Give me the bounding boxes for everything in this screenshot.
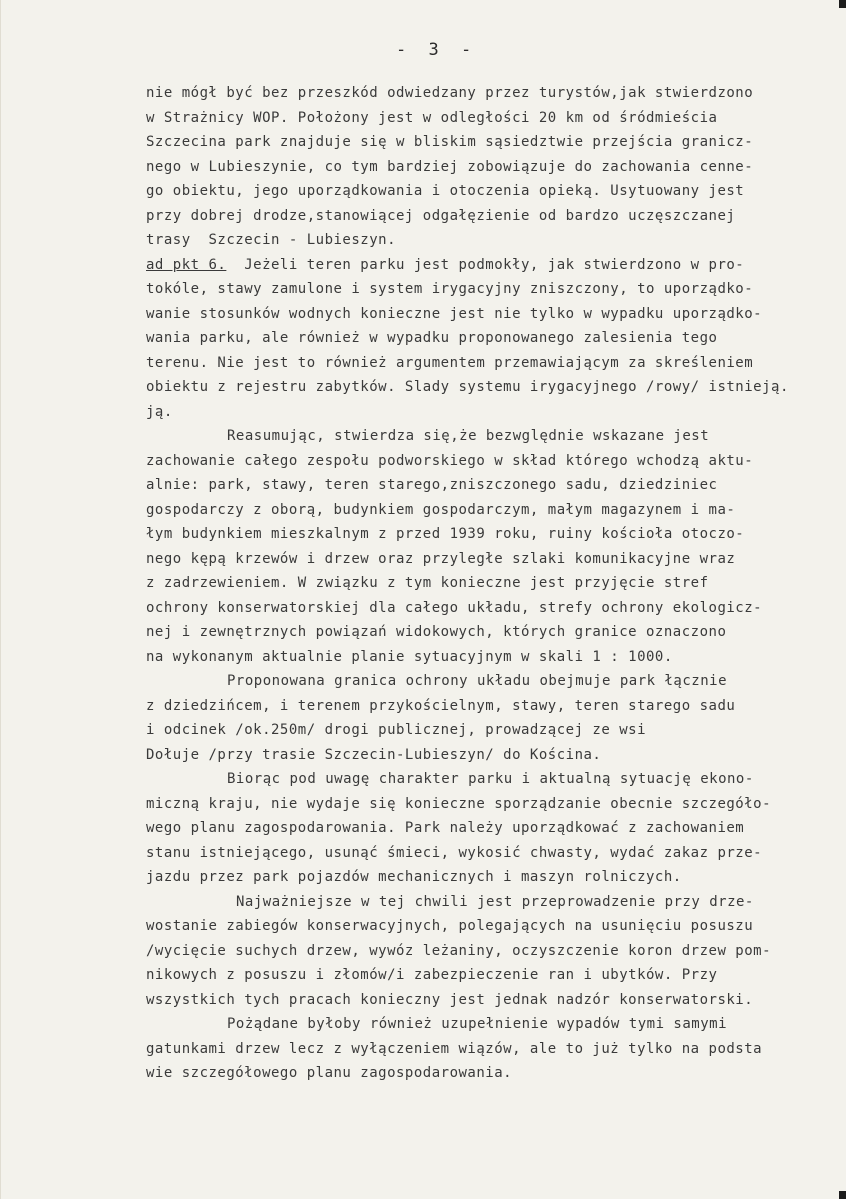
line-text: terenu. Nie jest to również argumentem przemawiającym za skreśleniem (146, 354, 754, 371)
text-line (146, 963, 836, 988)
line-text: nego kępą krzewów i drzew oraz przyległe szlaki komunikacyjne wraz (146, 550, 736, 567)
text-line (146, 792, 836, 817)
text-line (146, 571, 836, 596)
text-line (146, 1061, 836, 1086)
line-text: Szczecina park znajduje się w bliskim sąsiedztwie przejścia granicz- (146, 134, 754, 150)
line-text: gospodarczy z oborą, budynkiem gospodarczym, małym magazynem i ma- (146, 501, 736, 518)
text-line (146, 106, 836, 131)
text-line (146, 522, 836, 547)
text-line (146, 473, 836, 498)
text-line (146, 204, 836, 229)
corner-mark (839, 0, 846, 8)
line-text: zachowanie całego zespołu podworskiego w skład którego wchodzą aktu- (146, 452, 754, 469)
text-line (146, 988, 836, 1013)
text-line (146, 841, 836, 866)
text-line (146, 449, 836, 474)
line-text: nikowych z posuszu i złomów/i zabezpieczenie ran i ubytków. Przy (146, 967, 718, 983)
line-text: nie mógł być bez przeszkód odwiedzany przez turystów,jak stwierdzono (146, 85, 754, 101)
line-text: alnie: park, stawy, teren starego,zniszczonego sadu, dziedziniec (146, 477, 718, 493)
text-line (146, 351, 836, 376)
text-line (146, 816, 836, 841)
line-text: wania parku, ale również w wypadku proponowanego zalesienia tego (146, 330, 718, 346)
line-text: Proponowana granica ochrony układu obejmuje park łącznie (227, 673, 728, 689)
text-line (146, 620, 836, 645)
line-text: go obiektu, jego uporządkowania i otoczenia opieką. Usytuowany jest (146, 183, 745, 199)
line-text: Najważniejsze w tej chwili jest przeprowadzenie przy drze- (236, 893, 754, 910)
text-line (146, 228, 836, 253)
line-text: Biorąc pod uwagę charakter parku i aktualną sytuację ekono- (227, 771, 754, 787)
document-body (146, 81, 836, 1086)
line-text: Reasumując, stwierdza się,że bezwględnie wskazane jest (227, 428, 710, 444)
text-line (146, 302, 836, 327)
page-number: - 3 - (396, 40, 478, 60)
text-line (146, 155, 836, 180)
line-text: z zadrzewieniem. W związku z tym konieczne jest przyjęcie stref (146, 575, 709, 591)
text-line (146, 694, 836, 719)
line-text: wie szczegółowego planu zagospodarowania. (146, 1065, 513, 1081)
line-text: na wykonanym aktualnie planie sytuacyjnym w skali 1 : 1000. (146, 648, 673, 665)
line-text: wanie stosunków wodnych konieczne jest nie tylko w wypadku uporządko- (146, 305, 763, 322)
line-text: stanu istniejącego, usunąć śmieci, wykosić chwasty, wydać zakaz prze- (146, 844, 763, 861)
text-line (146, 179, 836, 204)
line-text: i odcinek /ok.250m/ drogi publicznej, prowadzącej ze wsi (146, 722, 647, 738)
line-text: nego w Lubieszynie, co tym bardziej zobowiązuje do zachowania cenne- (146, 158, 754, 175)
line-text: nej i zewnętrznych powiązań widokowych, których granice oznaczono (146, 624, 727, 640)
line-text: przy dobrej drodze,stanowiącej odgałęzienie od bardzo uczęszczanej (146, 207, 736, 224)
line-text: gatunkami drzew lecz z wyłączeniem wiązów, ale to już tylko na podsta (146, 1040, 763, 1057)
text-line (146, 130, 836, 155)
line-text: ochrony konserwatorskiej dla całego układu, strefy ochrony ekologicz- (146, 599, 763, 616)
line-text: z dziedzińcem, i terenem przykościelnym, stawy, teren starego sadu (146, 697, 736, 714)
line-text: miczną kraju, nie wydaje się konieczne sporządzanie obecnie szczegóło- (146, 795, 772, 812)
line-text: wostanie zabiegów konserwacyjnych, polegających na usunięciu posuszu (146, 918, 754, 934)
text-line (146, 81, 836, 106)
text-line (146, 596, 836, 621)
text-line (146, 939, 836, 964)
text-line (146, 1012, 836, 1037)
line-text: łym budynkiem mieszkalnym z przed 1939 roku, ruiny kościoła otoczo- (146, 526, 745, 542)
text-line (146, 253, 836, 278)
text-line (146, 498, 836, 523)
line-text: w Strażnicy WOP. Położony jest w odległości 20 km od śródmieścia (146, 109, 718, 126)
line-text: jazdu przez park pojazdów mechanicznych i maszyn rolniczych. (146, 869, 682, 885)
text-line (146, 645, 836, 670)
line-text: trasy Szczecin - Lubieszyn. (146, 232, 397, 248)
text-line (146, 277, 836, 302)
line-text: Dołuje /przy trasie Szczecin-Lubieszyn/ do Kościna. (146, 746, 602, 763)
line-text: ją. (146, 403, 173, 420)
text-line (146, 326, 836, 351)
text-line (146, 865, 836, 890)
line-text: wego planu zagospodarowania. Park należy uporządkować z zachowaniem (146, 820, 745, 836)
text-line (146, 914, 836, 939)
text-line (146, 424, 836, 449)
text-line (146, 718, 836, 743)
corner-mark (839, 1191, 846, 1199)
text-line (146, 1037, 836, 1062)
line-text: /wycięcie suchych drzew, wywóz leżaniny, oczyszczenie koron drzew pom- (146, 942, 772, 959)
text-line (146, 890, 836, 915)
text-line (146, 547, 836, 572)
text-line (146, 669, 836, 694)
text-line (146, 375, 836, 400)
section-label: ad pkt 6. (146, 256, 227, 273)
line-text: tokóle, stawy zamulone i system irygacyjny zniszczony, to uporządko- (146, 281, 754, 297)
text-line (146, 743, 836, 768)
line-text: obiektu z rejestru zabytków. Slady systemu irygacyjnego /rowy/ istnieją. (146, 379, 789, 395)
line-text: Pożądane byłoby również uzupełnienie wypadów tymi samymi (227, 1016, 728, 1032)
line-text: wszystkich tych pracach konieczny jest jednak nadzór konserwatorski. (146, 991, 754, 1008)
text-line (146, 400, 836, 425)
text-line (146, 767, 836, 792)
line-text: Jeżeli teren parku jest podmokły, jak stwierdzono w pro- (226, 256, 745, 273)
